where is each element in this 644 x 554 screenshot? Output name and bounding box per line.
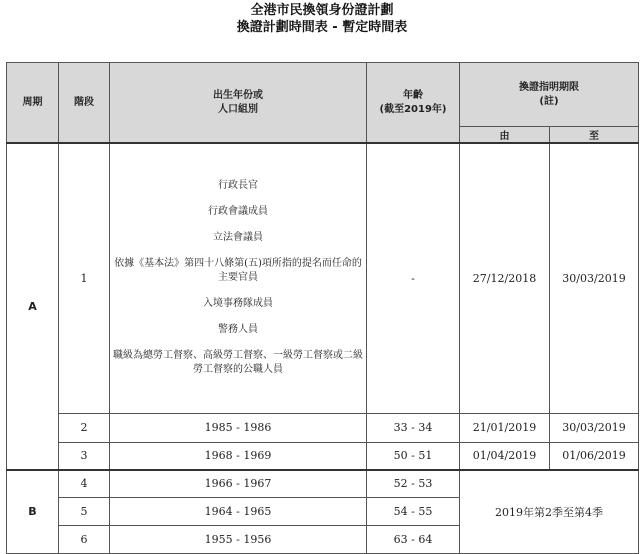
header-age-line1: 年齡 <box>403 89 423 101</box>
population-group-item: 行政長官 <box>218 180 258 192</box>
population-group-item: 依據《基本法》第四十八條第(五)項所指的提名而任命的主要官員 <box>114 258 362 284</box>
date-to: 30/03/2019 <box>550 143 639 413</box>
birth-years: 1966 - 1967 <box>110 470 367 497</box>
schedule-table <box>6 62 639 554</box>
header-row <box>7 63 639 127</box>
age-range: - <box>367 143 460 413</box>
document-titles <box>0 2 644 36</box>
header-deadline-line1: 換證指明期限 <box>519 81 579 93</box>
birth-years: 1964 - 1965 <box>110 497 367 525</box>
table-row <box>7 413 639 442</box>
population-group-item: 行政會議成員 <box>208 206 268 218</box>
header-group-line1: 出生年份或 <box>213 89 263 101</box>
cycle-label: B <box>7 470 59 553</box>
header-age-line2: (截至2019年) <box>379 103 447 115</box>
age-range: 54 - 55 <box>367 497 460 525</box>
date-from: 21/01/2019 <box>460 413 550 442</box>
date-from: 27/12/2018 <box>460 143 550 413</box>
header-period: 周期 <box>7 63 59 144</box>
phase-number: 1 <box>59 143 110 413</box>
age-range: 33 - 34 <box>367 413 460 442</box>
table-row <box>7 470 639 497</box>
age-range: 50 - 51 <box>367 442 460 470</box>
header-from: 由 <box>460 127 550 144</box>
document-title: 全港市民換領身份證計劃 <box>250 3 394 18</box>
birth-years: 1985 - 1986 <box>110 413 367 442</box>
age-range: 52 - 53 <box>367 470 460 497</box>
header-age <box>367 63 460 144</box>
date-from: 01/04/2019 <box>460 442 550 470</box>
date-to: 30/03/2019 <box>550 413 639 442</box>
header-to: 至 <box>550 127 639 144</box>
cycle-label: A <box>7 143 59 470</box>
header-birth-year-group <box>110 63 367 144</box>
document-subtitle: 換證計劃時間表 - 暫定時間表 <box>236 20 408 35</box>
population-group-item: 職級為總勞工督察、高級勞工督察、一級勞工督察或二級勞工督察的公職人員 <box>113 350 363 376</box>
header-group-line2: 人口組別 <box>218 103 258 115</box>
date-to: 01/06/2019 <box>550 442 639 470</box>
birth-years: 1955 - 1956 <box>110 525 367 553</box>
header-deadline-line2: (註) <box>539 95 559 107</box>
cycle-b-deadline: 2019年第2季至第4季 <box>460 470 639 553</box>
header-deadline <box>460 63 639 127</box>
phase-number: 6 <box>59 525 110 553</box>
phase-number: 4 <box>59 470 110 497</box>
birth-years: 1968 - 1969 <box>110 442 367 470</box>
phase-number: 3 <box>59 442 110 470</box>
population-group-list <box>110 143 367 413</box>
age-range: 63 - 64 <box>367 525 460 553</box>
header-phase: 階段 <box>59 63 110 144</box>
phase-number: 5 <box>59 497 110 525</box>
population-group-item: 立法會議員 <box>213 232 263 244</box>
table-row <box>7 442 639 470</box>
table-row <box>7 143 639 413</box>
population-group-item: 警務人員 <box>218 324 258 336</box>
phase-number: 2 <box>59 413 110 442</box>
population-group-item: 入境事務隊成員 <box>203 298 273 310</box>
